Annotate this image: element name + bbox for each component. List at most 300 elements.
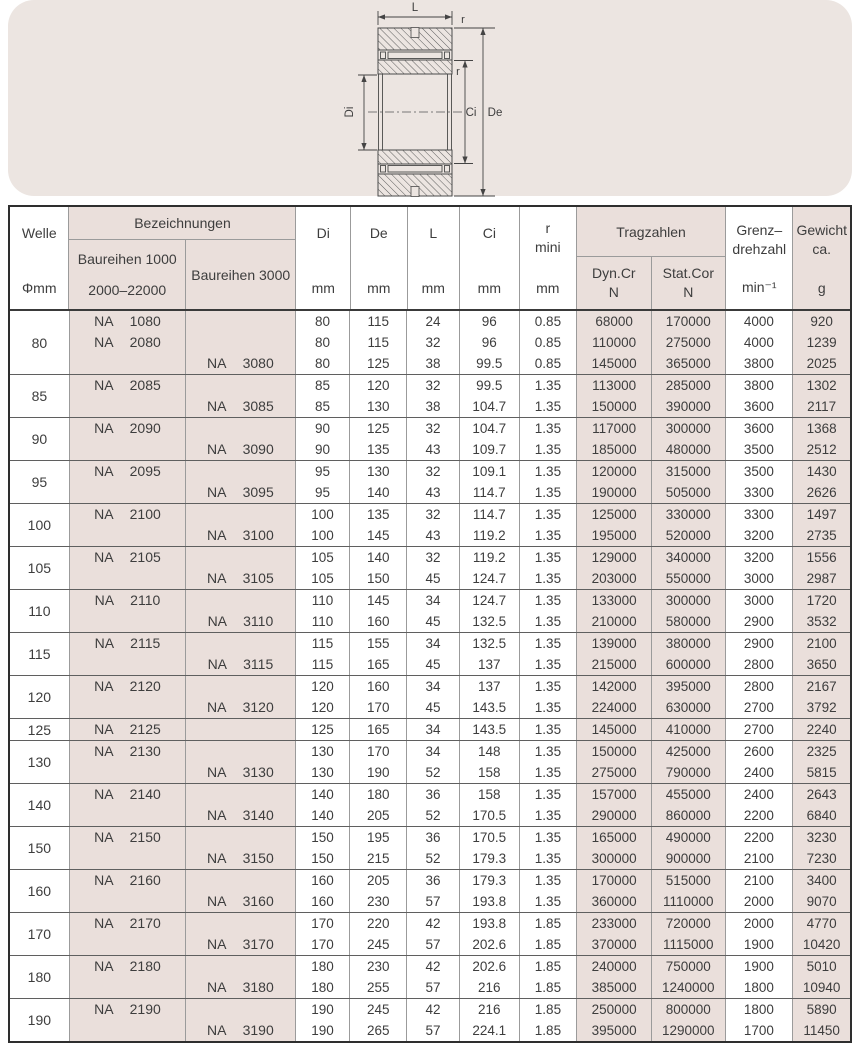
- cell-welle: [10, 913, 70, 955]
- column-cor: [652, 956, 726, 998]
- column-cr: [577, 311, 652, 374]
- cell-designation-1000: NA 2120: [94, 678, 161, 694]
- cell-r-mini: 1.35: [534, 550, 562, 565]
- welle-value: 120: [27, 689, 52, 705]
- cell-grenzdrehzahl: 3500: [743, 464, 774, 479]
- cell-di: 150: [311, 830, 334, 845]
- column-d1: [70, 590, 186, 632]
- cell-r-mini: 1.35: [534, 873, 562, 888]
- cell-l: 38: [425, 399, 441, 414]
- column-ci: [460, 827, 520, 869]
- cell-de: 145: [366, 528, 390, 543]
- cell-di: 190: [311, 1002, 334, 1017]
- cell-gewicht: 1720: [806, 593, 837, 608]
- cell-gewicht: 2626: [806, 485, 837, 500]
- cell-dyn-cr: 139000: [591, 636, 637, 651]
- column-r: [520, 633, 578, 675]
- header-ci-unit: mm: [477, 280, 501, 296]
- column-d3: [186, 741, 295, 783]
- cell-dyn-cr: 113000: [592, 378, 637, 393]
- cell-ci: 104.7: [472, 399, 507, 414]
- cell-gewicht: 3230: [806, 830, 837, 845]
- cell-l: 36: [425, 787, 441, 802]
- cell-l: 52: [425, 765, 441, 780]
- cell-ci: 132.5: [472, 614, 507, 629]
- cell-welle: [10, 504, 70, 546]
- column-de: [350, 461, 407, 503]
- column-d1: [70, 311, 186, 374]
- column-n: [726, 999, 794, 1041]
- table-header: [10, 207, 850, 311]
- header-gewicht-line1: Gewicht: [796, 222, 848, 238]
- column-ci: [460, 784, 520, 826]
- cell-gewicht: 4770: [806, 916, 837, 931]
- header-r-line1: r: [545, 220, 551, 236]
- cell-l: 32: [425, 550, 441, 565]
- cell-de: 220: [366, 916, 390, 931]
- cell-di: 90: [314, 421, 331, 436]
- cell-designation-3000: NA 3160: [207, 893, 274, 909]
- cell-stat-cor: 1240000: [661, 980, 715, 995]
- cell-gewicht: 2643: [806, 787, 837, 802]
- cell-dyn-cr: 360000: [591, 894, 637, 909]
- label-r-mid: r: [456, 66, 460, 78]
- column-di: [296, 827, 351, 869]
- header-de-unit: mm: [367, 280, 391, 296]
- cell-dyn-cr: 129000: [591, 550, 637, 565]
- column-n: [726, 504, 794, 546]
- cell-designation-1000: NA 2130: [94, 743, 161, 759]
- column-cor: [652, 741, 726, 783]
- column-ci: [460, 375, 520, 417]
- column-de: [350, 375, 407, 417]
- cell-l: 45: [425, 614, 441, 629]
- column-n: [726, 913, 794, 955]
- column-d1: [70, 375, 186, 417]
- column-d1: [70, 418, 186, 460]
- cell-stat-cor: 490000: [665, 830, 711, 845]
- column-n: [726, 719, 794, 740]
- welle-value: 95: [31, 474, 48, 490]
- cell-l: 45: [425, 571, 441, 586]
- cell-r-mini: 1.35: [534, 399, 562, 414]
- column-di: [296, 870, 351, 912]
- cell-r-mini: 1.35: [534, 528, 562, 543]
- column-cr: [577, 999, 652, 1041]
- cell-r-mini: 1.35: [534, 679, 562, 694]
- cell-stat-cor: 455000: [665, 787, 711, 802]
- cell-welle: [10, 461, 70, 503]
- column-g: [793, 311, 850, 374]
- bearing-data-table: [8, 205, 852, 1043]
- cell-gewicht: 1430: [806, 464, 837, 479]
- column-de: [350, 956, 407, 998]
- column-g: [793, 504, 850, 546]
- table-group: [10, 826, 850, 869]
- column-cor: [652, 633, 726, 675]
- cell-di: 140: [311, 808, 334, 823]
- cell-ci: 96: [481, 314, 497, 329]
- cell-stat-cor: 720000: [665, 916, 711, 931]
- header-stat-cor: [652, 257, 726, 309]
- cell-r-mini: 1.85: [534, 1023, 562, 1038]
- table-group: [10, 632, 850, 675]
- cell-l: 32: [425, 464, 441, 479]
- cell-gewicht: 1556: [806, 550, 837, 565]
- cell-welle: [10, 633, 70, 675]
- cell-designation-1000: [70, 568, 185, 589]
- cell-di: 130: [311, 744, 334, 759]
- column-g: [793, 590, 850, 632]
- column-cor: [652, 590, 726, 632]
- column-cr: [577, 547, 652, 589]
- cell-dyn-cr: 290000: [591, 808, 637, 823]
- header-de: [351, 207, 408, 309]
- header-de-label: De: [369, 225, 388, 241]
- cell-gewicht: 1302: [806, 378, 837, 393]
- cell-designation-3000: [186, 784, 294, 805]
- cell-welle: [10, 741, 70, 783]
- column-r: [520, 827, 578, 869]
- cell-de: 160: [366, 614, 390, 629]
- cell-de: 115: [367, 314, 389, 329]
- column-ci: [460, 461, 520, 503]
- cell-gewicht: 5010: [806, 959, 837, 974]
- cell-di: 95: [314, 485, 331, 500]
- column-cr: [577, 784, 652, 826]
- column-cor: [652, 311, 726, 374]
- column-l: [407, 784, 460, 826]
- table-body: [10, 311, 850, 1041]
- column-d1: [70, 719, 186, 740]
- cell-stat-cor: 750000: [665, 959, 711, 974]
- column-n: [726, 461, 794, 503]
- cell-stat-cor: 1110000: [662, 894, 714, 909]
- cell-designation-3000: [186, 633, 294, 654]
- cell-designation-3000: NA 3095: [207, 484, 274, 500]
- cell-l: 32: [425, 507, 441, 522]
- column-di: [296, 956, 351, 998]
- cell-designation-3000: [186, 418, 294, 439]
- cell-ci: 99.5: [476, 378, 503, 393]
- cell-grenzdrehzahl: 2800: [743, 679, 774, 694]
- column-cor: [652, 784, 726, 826]
- cell-gewicht: 5815: [806, 765, 837, 780]
- cell-di: 160: [311, 873, 334, 888]
- welle-value: 180: [27, 969, 52, 985]
- column-cr: [577, 913, 652, 955]
- cell-designation-3000: NA 3180: [207, 979, 274, 995]
- column-cr: [577, 375, 652, 417]
- welle-value: 170: [27, 926, 52, 942]
- column-l: [407, 719, 460, 740]
- cell-designation-1000: NA 2095: [94, 463, 161, 479]
- cell-welle: [10, 547, 70, 589]
- column-d3: [186, 676, 295, 718]
- cell-stat-cor: 505000: [665, 485, 711, 500]
- column-cor: [652, 547, 726, 589]
- cell-l: 32: [425, 378, 441, 393]
- column-cr: [577, 956, 652, 998]
- cell-l: 32: [425, 335, 441, 350]
- column-r: [520, 784, 578, 826]
- cell-r-mini: 1.35: [534, 700, 562, 715]
- column-ci: [460, 741, 520, 783]
- cell-grenzdrehzahl: 3800: [743, 378, 774, 393]
- column-cor: [652, 999, 726, 1041]
- cell-di: 180: [311, 980, 334, 995]
- column-cor: [652, 719, 726, 740]
- cell-designation-1000: [70, 611, 185, 632]
- cell-de: 140: [366, 485, 390, 500]
- cell-di: 115: [311, 636, 334, 651]
- cell-dyn-cr: 142000: [591, 679, 637, 694]
- table-group: [10, 374, 850, 417]
- column-de: [350, 719, 407, 740]
- cell-designation-1000: NA 2090: [94, 420, 161, 436]
- header-l: [408, 207, 461, 309]
- cell-designation-3000: NA 3115: [207, 656, 274, 672]
- cell-dyn-cr: 165000: [591, 830, 637, 845]
- cell-dyn-cr: 120000: [591, 464, 637, 479]
- header-l-label: L: [429, 225, 438, 241]
- column-cr: [577, 461, 652, 503]
- column-de: [350, 633, 407, 675]
- cell-designation-3000: [186, 870, 294, 891]
- cell-l: 34: [425, 593, 441, 608]
- header-gewicht: [793, 207, 850, 309]
- cell-r-mini: 1.35: [534, 894, 562, 909]
- column-r: [520, 375, 578, 417]
- column-n: [726, 375, 794, 417]
- cell-grenzdrehzahl: 2100: [743, 851, 774, 866]
- header-baureihen-1000-line1: Baureihen 1000: [77, 251, 177, 268]
- cell-dyn-cr: 300000: [591, 851, 637, 866]
- cell-l: 36: [425, 830, 441, 845]
- cell-designation-1000: [70, 1020, 185, 1041]
- cell-gewicht: 3792: [806, 700, 837, 715]
- table-group: [10, 503, 850, 546]
- cell-de: 120: [366, 378, 390, 393]
- cell-de: 180: [366, 787, 390, 802]
- column-n: [726, 784, 794, 826]
- cell-designation-1000: NA 2085: [94, 377, 161, 393]
- cell-l: 34: [425, 679, 441, 694]
- inner-ring-bottom: [378, 150, 452, 164]
- cell-gewicht: 7230: [806, 851, 837, 866]
- cell-welle: [10, 418, 70, 460]
- column-di: [296, 633, 351, 675]
- cell-dyn-cr: 190000: [591, 485, 637, 500]
- cell-di: 80: [314, 335, 331, 350]
- cell-stat-cor: 315000: [665, 464, 711, 479]
- column-d1: [70, 999, 186, 1041]
- cell-designation-3000: [186, 999, 294, 1020]
- column-cr: [577, 633, 652, 675]
- column-d1: [70, 913, 186, 955]
- column-n: [726, 676, 794, 718]
- cell-r-mini: 1.35: [534, 744, 562, 759]
- cell-welle: [10, 784, 70, 826]
- cell-dyn-cr: 215000: [591, 657, 637, 672]
- cell-stat-cor: 170000: [665, 314, 711, 329]
- column-di: [296, 418, 351, 460]
- cell-de: 150: [366, 571, 390, 586]
- cell-r-mini: 1.35: [534, 378, 562, 393]
- column-l: [407, 590, 460, 632]
- column-d1: [70, 827, 186, 869]
- column-g: [793, 418, 850, 460]
- cell-gewicht: 2240: [806, 722, 837, 737]
- column-di: [296, 461, 351, 503]
- cell-designation-1000: NA 2115: [94, 635, 161, 651]
- cell-ci: 119.2: [472, 550, 506, 565]
- cell-dyn-cr: 157000: [591, 787, 637, 802]
- cell-de: 165: [366, 722, 390, 737]
- cell-gewicht: 9070: [806, 894, 837, 909]
- welle-value: 190: [27, 1012, 52, 1028]
- cell-de: 130: [366, 399, 390, 414]
- welle-value: 80: [31, 334, 48, 351]
- cell-di: 105: [311, 571, 334, 586]
- cell-ci: 124.7: [472, 593, 507, 608]
- cell-ci: 202.6: [472, 959, 507, 974]
- column-ci: [460, 504, 520, 546]
- table-group: [10, 460, 850, 503]
- cell-ci: 202.6: [472, 937, 507, 952]
- cell-dyn-cr: 145000: [591, 356, 637, 371]
- cell-de: 245: [366, 1002, 390, 1017]
- cell-designation-1000: [70, 482, 185, 503]
- cell-ci: 216: [477, 1002, 501, 1017]
- header-dyn-line1: Dyn.Cr: [592, 265, 636, 281]
- cell-di: 120: [311, 700, 334, 715]
- cell-l: 34: [425, 744, 441, 759]
- cell-di: 80: [314, 314, 331, 329]
- cell-r-mini: 1.35: [534, 593, 562, 608]
- cell-designation-1000: NA 2125: [94, 721, 161, 737]
- cell-designation-3000: [186, 676, 294, 697]
- cell-dyn-cr: 250000: [591, 1002, 637, 1017]
- cell-grenzdrehzahl: 3200: [743, 550, 774, 565]
- welle-value: 150: [27, 840, 52, 856]
- cell-r-mini: 0.85: [534, 314, 562, 329]
- cell-r-mini: 1.35: [534, 808, 562, 823]
- cell-grenzdrehzahl: 1900: [743, 937, 774, 952]
- column-cr: [577, 676, 652, 718]
- column-di: [296, 547, 351, 589]
- cell-di: 150: [311, 851, 334, 866]
- cell-welle: [10, 956, 70, 998]
- column-r: [520, 956, 578, 998]
- cell-gewicht: 2025: [806, 356, 837, 371]
- cell-gewicht: 920: [810, 314, 833, 329]
- column-r: [520, 913, 578, 955]
- column-de: [350, 999, 407, 1041]
- column-d3: [186, 590, 295, 632]
- cell-designation-3000: [186, 913, 294, 934]
- column-n: [726, 870, 794, 912]
- header-grenzdrehzahl: [726, 207, 793, 309]
- cell-de: 230: [366, 894, 390, 909]
- cell-ci: 132.5: [472, 636, 507, 651]
- cell-ci: 224.1: [472, 1023, 507, 1038]
- header-gewicht-line2: ca.: [812, 241, 832, 257]
- column-cor: [652, 461, 726, 503]
- cell-stat-cor: 340000: [665, 550, 711, 565]
- cell-gewicht: 5890: [806, 1002, 837, 1017]
- welle-value: 105: [27, 560, 52, 576]
- column-d1: [70, 956, 186, 998]
- cell-de: 205: [366, 873, 390, 888]
- column-d3: [186, 547, 295, 589]
- cell-designation-3000: NA 3100: [207, 527, 274, 543]
- cell-designation-1000: [70, 848, 185, 869]
- cell-di: 110: [311, 593, 334, 608]
- cell-dyn-cr: 210000: [591, 614, 637, 629]
- header-r-unit: mm: [536, 280, 560, 296]
- column-d1: [70, 461, 186, 503]
- column-r: [520, 547, 578, 589]
- header-r-line2: mini: [534, 239, 561, 255]
- cell-r-mini: 1.85: [534, 980, 562, 995]
- column-de: [350, 784, 407, 826]
- cell-de: 255: [366, 980, 390, 995]
- header-grenz-line2: drehzahl: [732, 241, 787, 257]
- column-l: [407, 827, 460, 869]
- cell-di: 95: [314, 464, 331, 479]
- cell-designation-3000: [186, 827, 294, 848]
- column-di: [296, 719, 351, 740]
- cell-designation-3000: [186, 375, 294, 396]
- cell-r-mini: 1.35: [534, 485, 562, 500]
- table-group: [10, 675, 850, 718]
- cell-grenzdrehzahl: 3000: [743, 593, 774, 608]
- column-di: [296, 375, 351, 417]
- cell-designation-1000: NA 2150: [94, 829, 161, 845]
- column-g: [793, 375, 850, 417]
- cell-stat-cor: 630000: [665, 700, 711, 715]
- bearing-cross-section-diagram: [330, 0, 560, 200]
- cell-designation-1000: [70, 439, 185, 460]
- cell-designation-3000: NA 3110: [207, 613, 274, 629]
- cell-stat-cor: 1290000: [661, 1023, 715, 1038]
- table-group: [10, 589, 850, 632]
- table-group: [10, 869, 850, 912]
- column-di: [296, 913, 351, 955]
- column-l: [407, 741, 460, 783]
- diagram-panel: [8, 0, 852, 196]
- cell-designation-1000: [70, 654, 185, 675]
- column-r: [520, 719, 578, 740]
- cell-de: 135: [366, 507, 390, 522]
- column-g: [793, 547, 850, 589]
- cell-gewicht: 10420: [802, 937, 841, 952]
- cell-l: 36: [425, 873, 441, 888]
- cell-ci: 137: [477, 657, 501, 672]
- cell-gewicht: 2167: [806, 679, 837, 694]
- column-g: [793, 676, 850, 718]
- column-cor: [652, 870, 726, 912]
- cell-de: 155: [366, 636, 390, 651]
- cell-gewicht: 2117: [807, 399, 837, 414]
- column-g: [793, 913, 850, 955]
- header-r-mini-label: [535, 219, 561, 257]
- cell-l: 57: [425, 980, 441, 995]
- cell-r-mini: 1.85: [534, 916, 562, 931]
- cell-designation-3000: NA 3150: [207, 850, 274, 866]
- column-g: [793, 741, 850, 783]
